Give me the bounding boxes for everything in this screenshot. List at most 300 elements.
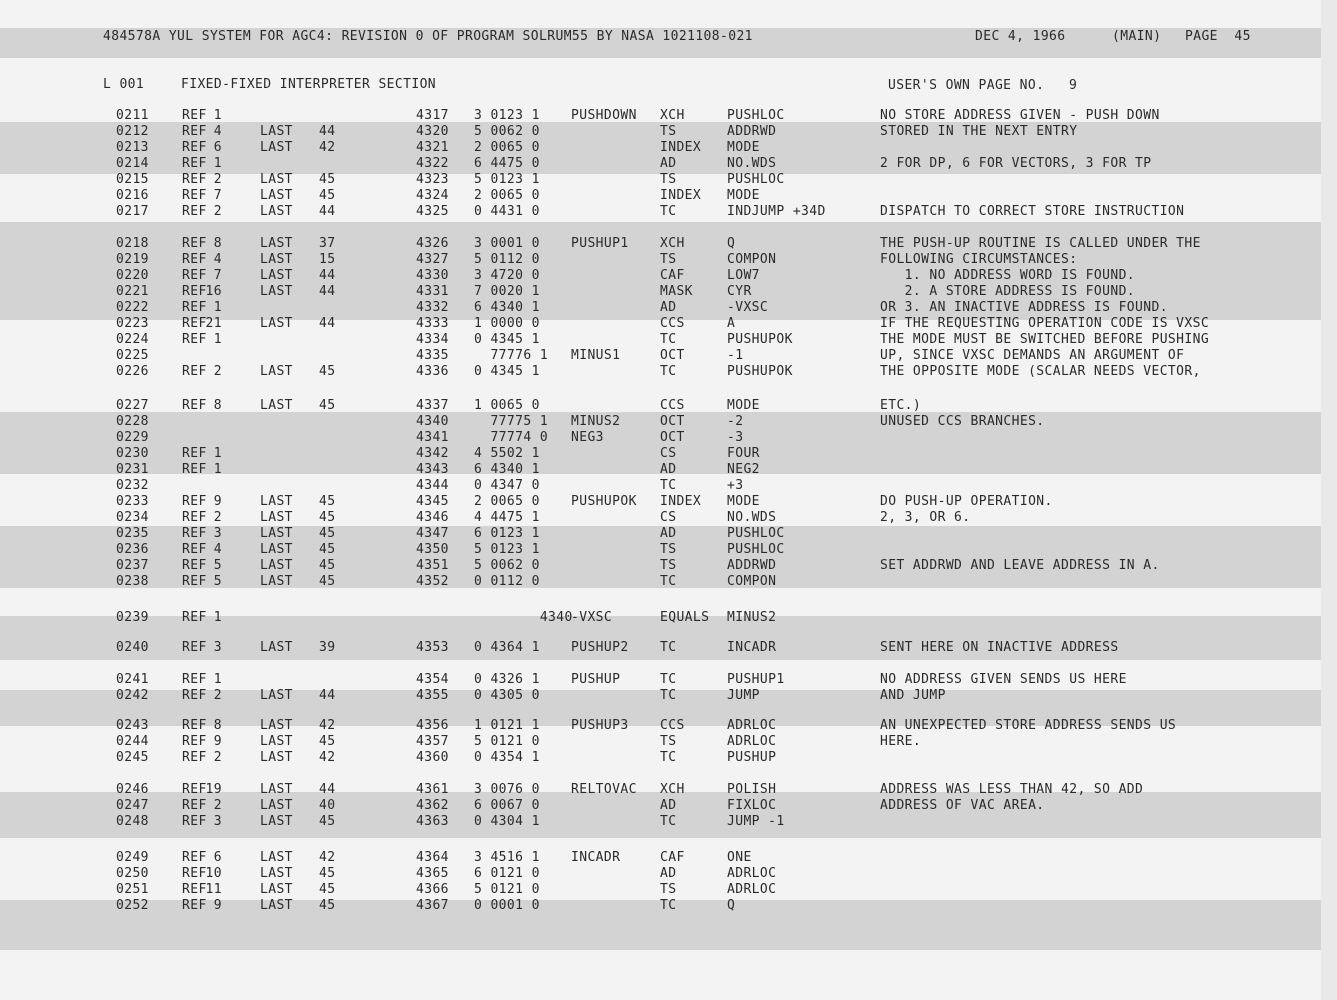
ref-marker: REF (182, 526, 207, 541)
ref-count: 2 (213, 364, 222, 379)
operand: PUSHLOC (727, 108, 785, 123)
machine-code: 1 0065 0 (474, 398, 540, 413)
last-marker: LAST (260, 398, 293, 413)
location-address: 4322 (416, 156, 449, 171)
ref-marker: REF (182, 268, 207, 283)
ref-count: 2 (213, 204, 222, 219)
machine-code: 0 4326 1 (474, 672, 540, 687)
symbol-label: INCADR (571, 850, 621, 865)
comment: 2. A STORE ADDRESS IS FOUND. (880, 284, 1136, 299)
opcode: CCS (660, 398, 685, 413)
opcode: TS (660, 558, 677, 573)
machine-code: 0 4305 0 (474, 688, 540, 703)
last-marker: LAST (260, 734, 293, 749)
machine-code: 4 5502 1 (474, 446, 540, 461)
sequence-number: 0214 (116, 156, 149, 171)
ref-count: 1 (213, 108, 222, 123)
location-address: 4330 (416, 268, 449, 283)
ref-count: 10 (205, 866, 222, 881)
location-address: 4331 (416, 284, 449, 299)
comment: THE OPPOSITE MODE (SCALAR NEEDS VECTOR, (880, 364, 1201, 379)
last-page: 45 (319, 364, 336, 379)
operand: ADDRWD (727, 558, 777, 573)
opcode: AD (660, 798, 677, 813)
last-page: 45 (319, 898, 336, 913)
opcode: OCT (660, 348, 685, 363)
location-address: 4356 (416, 718, 449, 733)
location-address: 4317 (416, 108, 449, 123)
machine-code: 0 4304 1 (474, 814, 540, 829)
operand: ADRLOC (727, 734, 777, 749)
ref-count: 9 (213, 494, 222, 509)
ref-count: 1 (213, 462, 222, 477)
last-marker: LAST (260, 898, 293, 913)
ref-count: 6 (213, 850, 222, 865)
sequence-number: 0231 (116, 462, 149, 477)
symbol-label: PUSHUP (571, 672, 621, 687)
ref-count: 8 (213, 718, 222, 733)
last-page: 45 (319, 558, 336, 573)
last-page: 42 (319, 718, 336, 733)
last-page: 44 (319, 782, 336, 797)
location-address: 4334 (416, 332, 449, 347)
opcode: TC (660, 898, 677, 913)
ref-marker: REF (182, 882, 207, 897)
ref-marker: REF (182, 814, 207, 829)
ref-count: 1 (213, 610, 222, 625)
sequence-number: 0250 (116, 866, 149, 881)
operand: PUSHUPOK (727, 332, 793, 347)
ref-marker: REF (182, 640, 207, 655)
location-address: 4326 (416, 236, 449, 251)
machine-code: 6 0123 1 (474, 526, 540, 541)
operand: ADRLOC (727, 866, 777, 881)
operand: ADRLOC (727, 718, 777, 733)
last-marker: LAST (260, 542, 293, 557)
ref-marker: REF (182, 446, 207, 461)
ref-marker: REF (182, 364, 207, 379)
last-page: 42 (319, 140, 336, 155)
comment: DISPATCH TO CORRECT STORE INSTRUCTION (880, 204, 1185, 219)
opcode: TS (660, 172, 677, 187)
sequence-number: 0220 (116, 268, 149, 283)
opcode: TC (660, 204, 677, 219)
location-address: 4352 (416, 574, 449, 589)
operand: +3 (727, 478, 744, 493)
sequence-number: 0240 (116, 640, 149, 655)
operand: PUSHUP (727, 750, 777, 765)
ref-marker: REF (182, 140, 207, 155)
machine-code: 6 4340 1 (474, 300, 540, 315)
ref-count: 4 (213, 124, 222, 139)
operand: NO.WDS (727, 510, 777, 525)
ref-count: 7 (213, 268, 222, 283)
sequence-number: 0237 (116, 558, 149, 573)
last-marker: LAST (260, 204, 293, 219)
last-marker: LAST (260, 640, 293, 655)
sequence-number: 0244 (116, 734, 149, 749)
sequence-number: 0217 (116, 204, 149, 219)
ref-marker: REF (182, 300, 207, 315)
last-marker: LAST (260, 882, 293, 897)
ref-marker: REF (182, 850, 207, 865)
opcode: XCH (660, 108, 685, 123)
location-address: 4325 (416, 204, 449, 219)
last-page: 45 (319, 526, 336, 541)
comment: STORED IN THE NEXT ENTRY (880, 124, 1078, 139)
opcode: CCS (660, 718, 685, 733)
comment: 2, 3, OR 6. (880, 510, 971, 525)
sequence-number: 0219 (116, 252, 149, 267)
machine-code: 6 0067 0 (474, 798, 540, 813)
comment: ETC.) (880, 398, 922, 413)
last-marker: LAST (260, 236, 293, 251)
opcode: TC (660, 640, 677, 655)
symbol-label: PUSHDOWN (571, 108, 637, 123)
opcode: AD (660, 526, 677, 541)
sequence-number: 0222 (116, 300, 149, 315)
last-marker: LAST (260, 866, 293, 881)
comment: UNUSED CCS BRANCHES. (880, 414, 1045, 429)
comment: SENT HERE ON INACTIVE ADDRESS (880, 640, 1119, 655)
sequence-number: 0236 (116, 542, 149, 557)
machine-code: 5 0112 0 (474, 252, 540, 267)
ref-marker: REF (182, 252, 207, 267)
opcode: TC (660, 574, 677, 589)
sequence-number: 0245 (116, 750, 149, 765)
opcode: INDEX (660, 494, 702, 509)
operand: INCADR (727, 640, 777, 655)
machine-code: 5 0123 1 (474, 542, 540, 557)
ref-count: 3 (213, 526, 222, 541)
symbol-label: PUSHUPOK (571, 494, 637, 509)
last-marker: LAST (260, 850, 293, 865)
ref-marker: REF (182, 558, 207, 573)
ref-count: 4 (213, 252, 222, 267)
last-marker: LAST (260, 124, 293, 139)
last-page: 15 (319, 252, 336, 267)
machine-code: 2 0065 0 (474, 188, 540, 203)
ref-count: 1 (213, 300, 222, 315)
sequence-number: 0234 (116, 510, 149, 525)
comment: ADDRESS OF VAC AREA. (880, 798, 1045, 813)
sequence-number: 0215 (116, 172, 149, 187)
operand: ADDRWD (727, 124, 777, 139)
opcode: TC (660, 750, 677, 765)
operand: NO.WDS (727, 156, 777, 171)
sequence-number: 0242 (116, 688, 149, 703)
opcode: AD (660, 462, 677, 477)
location-address: 4366 (416, 882, 449, 897)
ref-marker: REF (182, 204, 207, 219)
symbol-label: PUSHUP1 (571, 236, 629, 251)
sequence-number: 0246 (116, 782, 149, 797)
machine-code: 6 4340 1 (474, 462, 540, 477)
sequence-number: 0243 (116, 718, 149, 733)
opcode: EQUALS (660, 610, 710, 625)
location-address: 4335 (416, 348, 449, 363)
operand: INDJUMP +34D (727, 204, 826, 219)
location-address: 4365 (416, 866, 449, 881)
operand: LOW7 (727, 268, 760, 283)
ref-marker: REF (182, 798, 207, 813)
location-address: 4361 (416, 782, 449, 797)
location-address: 4342 (416, 446, 449, 461)
sequence-number: 0248 (116, 814, 149, 829)
opcode: INDEX (660, 140, 702, 155)
operand: PUSHUPOK (727, 364, 793, 379)
last-page: 45 (319, 398, 336, 413)
header-date: DEC 4, 1966 (975, 29, 1066, 44)
machine-code: 0 4354 1 (474, 750, 540, 765)
ref-count: 2 (213, 688, 222, 703)
comment: THE PUSH-UP ROUTINE IS CALLED UNDER THE (880, 236, 1201, 251)
operand: Q (727, 898, 736, 913)
machine-code: 3 0076 0 (474, 782, 540, 797)
sequence-number: 0239 (116, 610, 149, 625)
ref-marker: REF (182, 574, 207, 589)
last-marker: LAST (260, 188, 293, 203)
operand: COMPON (727, 574, 777, 589)
sequence-number: 0224 (116, 332, 149, 347)
last-page: 44 (319, 124, 336, 139)
operand: Q (727, 236, 736, 251)
ref-marker: REF (182, 156, 207, 171)
sequence-number: 0221 (116, 284, 149, 299)
symbol-label: MINUS2 (571, 414, 621, 429)
ref-count: 1 (213, 446, 222, 461)
last-page: 45 (319, 494, 336, 509)
opcode: TS (660, 882, 677, 897)
ref-count: 1 (213, 156, 222, 171)
last-page: 45 (319, 574, 336, 589)
ref-count: 1 (213, 332, 222, 347)
sequence-number: 0247 (116, 798, 149, 813)
sequence-number: 0252 (116, 898, 149, 913)
header-title: 484578A YUL SYSTEM FOR AGC4: REVISION 0 OF PROGRAM SOLRUM55 BY NASA 1021108-021 (103, 29, 753, 44)
machine-code: 5 0123 1 (474, 172, 540, 187)
machine-code: 0 4431 0 (474, 204, 540, 219)
opcode: INDEX (660, 188, 702, 203)
operand: A (727, 316, 736, 331)
ref-marker: REF (182, 284, 207, 299)
symbol-label: -VXSC (571, 610, 613, 625)
operand: MODE (727, 140, 760, 155)
ref-count: 19 (205, 782, 222, 797)
last-marker: LAST (260, 284, 293, 299)
comment: NO STORE ADDRESS GIVEN - PUSH DOWN (880, 108, 1160, 123)
location-address: 4320 (416, 124, 449, 139)
location-address: 4347 (416, 526, 449, 541)
sequence-number: 0223 (116, 316, 149, 331)
last-page: 45 (319, 542, 336, 557)
last-marker: LAST (260, 494, 293, 509)
ref-count: 7 (213, 188, 222, 203)
machine-code: 77774 0 (474, 430, 549, 445)
ref-count: 3 (213, 640, 222, 655)
operand: -VXSC (727, 300, 769, 315)
ref-marker: REF (182, 510, 207, 525)
ref-count: 2 (213, 172, 222, 187)
ref-count: 9 (213, 734, 222, 749)
opcode: OCT (660, 414, 685, 429)
location-address: 4344 (416, 478, 449, 493)
sequence-number: 0212 (116, 124, 149, 139)
location-address: 4350 (416, 542, 449, 557)
comment: FOLLOWING CIRCUMSTANCES: (880, 252, 1078, 267)
machine-code: 0 4345 1 (474, 364, 540, 379)
opcode: AD (660, 300, 677, 315)
header-section-tag: (MAIN) (1112, 29, 1162, 44)
opcode: CS (660, 510, 677, 525)
opcode: AD (660, 156, 677, 171)
last-page: 40 (319, 798, 336, 813)
symbol-label: PUSHUP3 (571, 718, 629, 733)
operand: PUSHLOC (727, 542, 785, 557)
last-page: 45 (319, 814, 336, 829)
ref-count: 6 (213, 140, 222, 155)
sequence-number: 0227 (116, 398, 149, 413)
ref-count: 9 (213, 898, 222, 913)
opcode: OCT (660, 430, 685, 445)
ref-count: 16 (205, 284, 222, 299)
operand: NEG2 (727, 462, 760, 477)
last-page: 37 (319, 236, 336, 251)
sequence-number: 0235 (116, 526, 149, 541)
location-address: 4355 (416, 688, 449, 703)
comment: 2 FOR DP, 6 FOR VECTORS, 3 FOR TP (880, 156, 1152, 171)
operand: MODE (727, 494, 760, 509)
ref-count: 2 (213, 750, 222, 765)
last-marker: LAST (260, 252, 293, 267)
last-marker: LAST (260, 750, 293, 765)
comment: UP, SINCE VXSC DEMANDS AN ARGUMENT OF (880, 348, 1185, 363)
comment: DO PUSH-UP OPERATION. (880, 494, 1053, 509)
machine-code: 0 4345 1 (474, 332, 540, 347)
last-page: 45 (319, 734, 336, 749)
sequence-number: 0233 (116, 494, 149, 509)
ref-count: 2 (213, 510, 222, 525)
operand: JUMP -1 (727, 814, 785, 829)
location-address: 4363 (416, 814, 449, 829)
last-marker: LAST (260, 798, 293, 813)
operand: ADRLOC (727, 882, 777, 897)
comment: 1. NO ADDRESS WORD IS FOUND. (880, 268, 1136, 283)
opcode: XCH (660, 782, 685, 797)
machine-code: 0 4347 0 (474, 478, 540, 493)
opcode: TC (660, 672, 677, 687)
sequence-number: 0229 (116, 430, 149, 445)
machine-code: 3 0123 1 (474, 108, 540, 123)
machine-code: 1 0121 1 (474, 718, 540, 733)
location-address: 4323 (416, 172, 449, 187)
machine-code: 77776 1 (474, 348, 549, 363)
location-address: 4340 (416, 414, 449, 429)
ref-count: 5 (213, 558, 222, 573)
opcode: AD (660, 866, 677, 881)
last-marker: LAST (260, 140, 293, 155)
operand: MINUS2 (727, 610, 777, 625)
last-marker: LAST (260, 526, 293, 541)
comment: IF THE REQUESTING OPERATION CODE IS VXSC (880, 316, 1210, 331)
ref-marker: REF (182, 494, 207, 509)
location-address: 4336 (416, 364, 449, 379)
comment: AN UNEXPECTED STORE ADDRESS SENDS US (880, 718, 1177, 733)
sequence-number: 0211 (116, 108, 149, 123)
symbol-label: NEG3 (571, 430, 604, 445)
last-page: 45 (319, 866, 336, 881)
machine-code: 0 0112 0 (474, 574, 540, 589)
operand: CYR (727, 284, 752, 299)
opcode: TC (660, 814, 677, 829)
sequence-number: 0218 (116, 236, 149, 251)
machine-code: 3 0001 0 (474, 236, 540, 251)
ref-marker: REF (182, 750, 207, 765)
location-address: 4351 (416, 558, 449, 573)
machine-code: 6 0121 0 (474, 866, 540, 881)
sequence-number: 0238 (116, 574, 149, 589)
ref-marker: REF (182, 236, 207, 251)
machine-code: 4 4475 1 (474, 510, 540, 525)
operand: MODE (727, 398, 760, 413)
ref-count: 3 (213, 814, 222, 829)
ref-marker: REF (182, 898, 207, 913)
location-address: 4354 (416, 672, 449, 687)
last-marker: LAST (260, 574, 293, 589)
operand: MODE (727, 188, 760, 203)
sequence-number: 0225 (116, 348, 149, 363)
operand: COMPON (727, 252, 777, 267)
ref-marker: REF (182, 316, 207, 331)
comment: ADDRESS WAS LESS THAN 42, SO ADD (880, 782, 1144, 797)
ref-marker: REF (182, 108, 207, 123)
opcode: TS (660, 252, 677, 267)
ref-count: 4 (213, 542, 222, 557)
machine-code: 3 4720 0 (474, 268, 540, 283)
machine-code: 5 0062 0 (474, 124, 540, 139)
ref-count: 1 (213, 672, 222, 687)
section-title: FIXED-FIXED INTERPRETER SECTION (181, 77, 437, 92)
ref-marker: REF (182, 462, 207, 477)
sequence-number: 0213 (116, 140, 149, 155)
last-page: 44 (319, 316, 336, 331)
ref-marker: REF (182, 124, 207, 139)
last-marker: LAST (260, 814, 293, 829)
machine-code: 3 4516 1 (474, 850, 540, 865)
operand: POLISH (727, 782, 777, 797)
sequence-number: 0241 (116, 672, 149, 687)
sequence-number: 0249 (116, 850, 149, 865)
location-address: 4324 (416, 188, 449, 203)
ref-marker: REF (182, 688, 207, 703)
location-address: 4341 (416, 430, 449, 445)
last-page: 45 (319, 172, 336, 187)
last-marker: LAST (260, 558, 293, 573)
operand: JUMP (727, 688, 760, 703)
location-address: 4362 (416, 798, 449, 813)
machine-code: 5 0121 0 (474, 882, 540, 897)
operand: FIXLOC (727, 798, 777, 813)
last-marker: LAST (260, 364, 293, 379)
opcode: CAF (660, 268, 685, 283)
location-address: 4353 (416, 640, 449, 655)
sequence-number: 0226 (116, 364, 149, 379)
operand: -2 (727, 414, 744, 429)
comment: THE MODE MUST BE SWITCHED BEFORE PUSHING (880, 332, 1210, 347)
last-marker: LAST (260, 268, 293, 283)
last-marker: LAST (260, 172, 293, 187)
location-address: 4345 (416, 494, 449, 509)
